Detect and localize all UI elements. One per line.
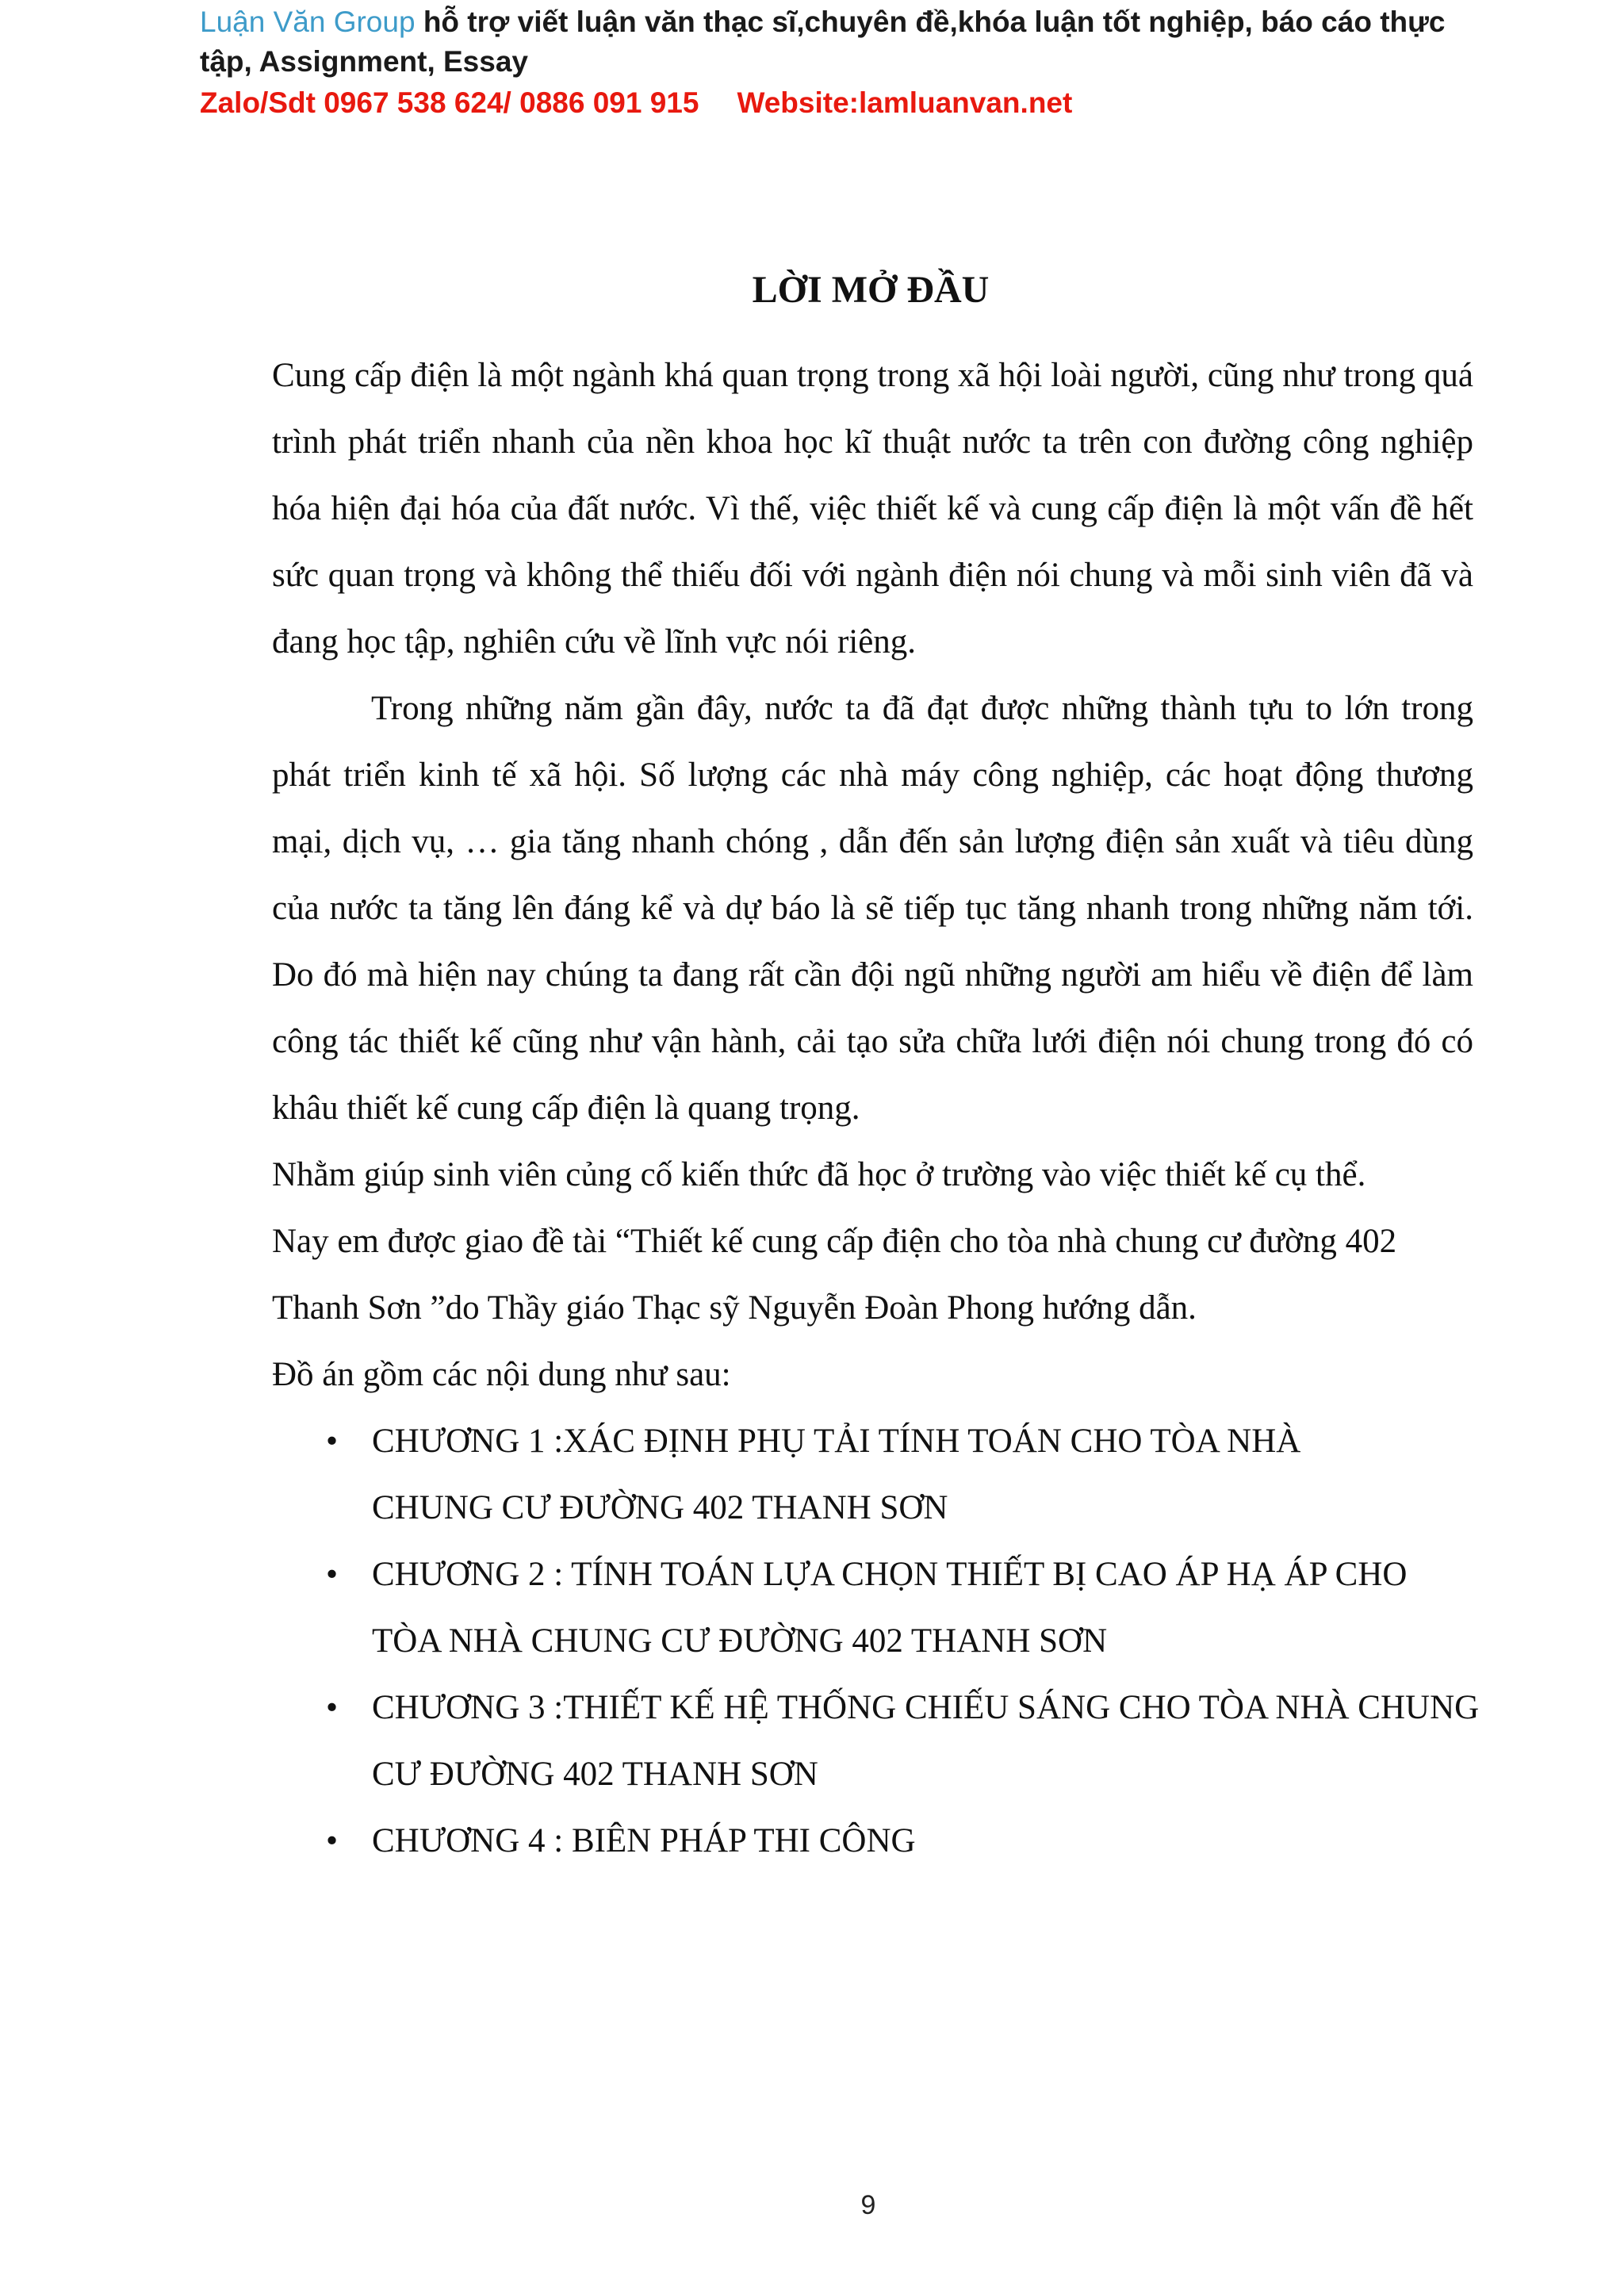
body-text — [272, 343, 1480, 1875]
bullet-icon: • — [326, 1689, 339, 1726]
list-item — [272, 1541, 1419, 1675]
paragraph-context: Trong những năm gần đây, nước ta đã đạt được những thành tựu to lớn trong phát triển kinh tế xã hội. Số lượng các nhà máy công nghiệp, các hoạt động thương mại, dịch vụ, … gia tăng nhanh chóng , dẫn đến sản lượng điện sản xuất và tiêu dùng của nước ta tăng lên đáng kể và dự báo là sẽ tiếp tục tăng nhanh trong những năm tới. Do đó mà hiện nay chúng ta đang rất cần đội ngũ những người am hiểu về điện để làm công tác thiết kế cũng như vận hành, cải tạo sửa chữa lưới điện nói chung trong đó có khâu thiết kế cung cấp điện là quang trọng. — [272, 690, 1473, 1127]
page-title: LỜI MỞ ĐẦU — [752, 269, 990, 311]
paragraph-contents-intro: Đồ án gồm các nội dung như sau: — [272, 1356, 731, 1393]
chapter-3-title: CHƯƠNG 3 :THIẾT KẾ HỆ THỐNG CHIẾU SÁNG CHO TÒA NHÀ CHUNG CƯ ĐƯỜNG 402 THANH SƠN — [372, 1689, 1480, 1793]
page-number: 9 — [860, 2190, 876, 2220]
header-contact: Zalo/Sdt 0967 538 624/ 0886 091 915 — [200, 86, 699, 119]
chapter-4-title: CHƯƠNG 4 : BIÊN PHÁP THI CÔNG — [372, 1822, 916, 1859]
paragraph-assignment: Nhằm giúp sinh viên củng cố kiến thức đã học ở trường vào việc thiết kế cụ thể. Nay em được giao đề tài “Thiết kế cung cấp điện cho tòa nhà chung cư đường 402 Thanh Sơn ”do Thầy giáo Thạc sỹ Nguyễn Đoàn Phong hướng dẫn. — [272, 1156, 1397, 1327]
paragraph-intro: Cung cấp điện là một ngành khá quan trọng trong xã hội loài người, cũng như trong quá trình phát triển nhanh của nền khoa học kĩ thuật nước ta trên con đường công nghiệp hóa hiện đại hóa của đất nước. Vì thế, việc thiết kế và cung cấp điện là một vấn đề hết sức quan trọng và không thể thiếu đối với ngành điện nói chung và mỗi sinh viên đã và đang học tập, nghiên cứu về lĩnh vực nói riêng. — [272, 357, 1473, 661]
bullet-icon: • — [326, 1423, 339, 1460]
header-line-2: tập, Assignment, Essay — [200, 45, 528, 78]
chapter-1-title: CHƯƠNG 1 :XÁC ĐỊNH PHỤ TẢI TÍNH TOÁN CHO TÒA NHÀ CHUNG CƯ ĐƯỜNG 402 THANH SƠN — [372, 1423, 1301, 1526]
list-item — [272, 1408, 1403, 1541]
chapter-list — [272, 1408, 1480, 1875]
list-item — [272, 1808, 1473, 1875]
header-tagline: hỗ trợ viết luận văn thạc sĩ,chuyên đề,khóa luận tốt nghiệp, báo cáo thực — [415, 6, 1446, 38]
header-line-1 — [200, 2, 1446, 43]
header-brand: Luận Văn Group — [200, 6, 416, 38]
bullet-icon: • — [326, 1556, 339, 1593]
list-item — [272, 1675, 1482, 1808]
chapter-2-title: CHƯƠNG 2 : TÍNH TOÁN LỰA CHỌN THIẾT BỊ CAO ÁP HẠ ÁP CHO TÒA NHÀ CHUNG CƯ ĐƯỜNG 402 THANH SƠN — [372, 1556, 1408, 1660]
header-contact-line — [200, 82, 1072, 124]
bullet-icon: • — [326, 1822, 339, 1859]
header-website: Website:lamluanvan.net — [737, 86, 1073, 119]
